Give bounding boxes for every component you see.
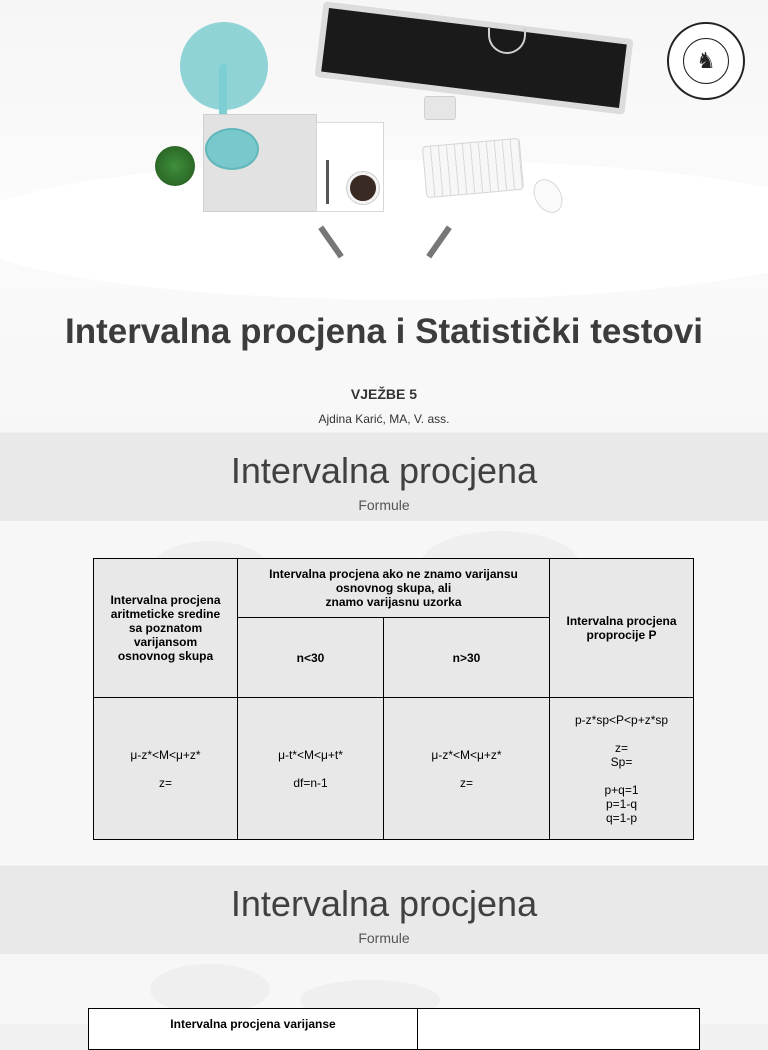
section-title: Intervalna procjena: [230, 450, 538, 491]
presentation-title: Intervalna procjena i Statistički testovi: [65, 312, 703, 351]
table-cell: [418, 1009, 699, 1049]
header-unknown-variance: Intervalna procjena ako ne znamo varijansu osnovnog skupa, ali znamo varijasnu uzorka: [238, 559, 550, 618]
section-header: [0, 866, 768, 954]
monitor-image: [315, 1, 634, 114]
header-proportion: Intervalna procjena proprocije P: [550, 559, 694, 698]
section-title: Intervalna procjena: [230, 883, 538, 924]
formula-proportion: p-z*sp<P<p+z*sp z= Sp= p+q=1 p=1-q q=1-p: [550, 698, 694, 840]
university-seal-logo: [667, 22, 745, 100]
formula-known-variance: μ-z*<M<μ+z* z=: [94, 698, 238, 840]
header-variance-interval: Intervalna procjena varijanse: [89, 1009, 418, 1049]
header-n-greater-30: n>30: [384, 618, 550, 698]
pen-image: [326, 160, 329, 204]
keyboard-image: [422, 138, 524, 198]
coffee-cup-image: [347, 172, 379, 204]
section-subtitle: Formule: [358, 930, 410, 946]
header-n-less-30: n<30: [238, 618, 384, 698]
header-known-variance: Intervalna procjena aritmeticke sredine sa poznatom varijansom osnovnog skupa: [94, 559, 238, 698]
section-header: [0, 433, 768, 521]
presentation-subtitle: VJEŽBE 5: [350, 386, 418, 402]
seal-emblem-icon: ♞: [683, 38, 729, 84]
monitor-stand-image: [424, 96, 456, 120]
lamp-head-image: [205, 128, 259, 170]
section-subtitle: Formule: [358, 497, 410, 513]
formula-n-greater-30: μ-z*<M<μ+z* z=: [384, 698, 550, 840]
background-decoration: [150, 964, 270, 1014]
formula-table-2: [88, 1008, 700, 1050]
plant-image: [155, 146, 195, 186]
title-slide: [0, 0, 768, 432]
presentation-author: Ajdina Karić, MA, V. ass.: [318, 412, 450, 426]
formula-table: [93, 558, 694, 840]
formula-n-less-30: μ-t*<M<μ+t* df=n-1: [238, 698, 384, 840]
